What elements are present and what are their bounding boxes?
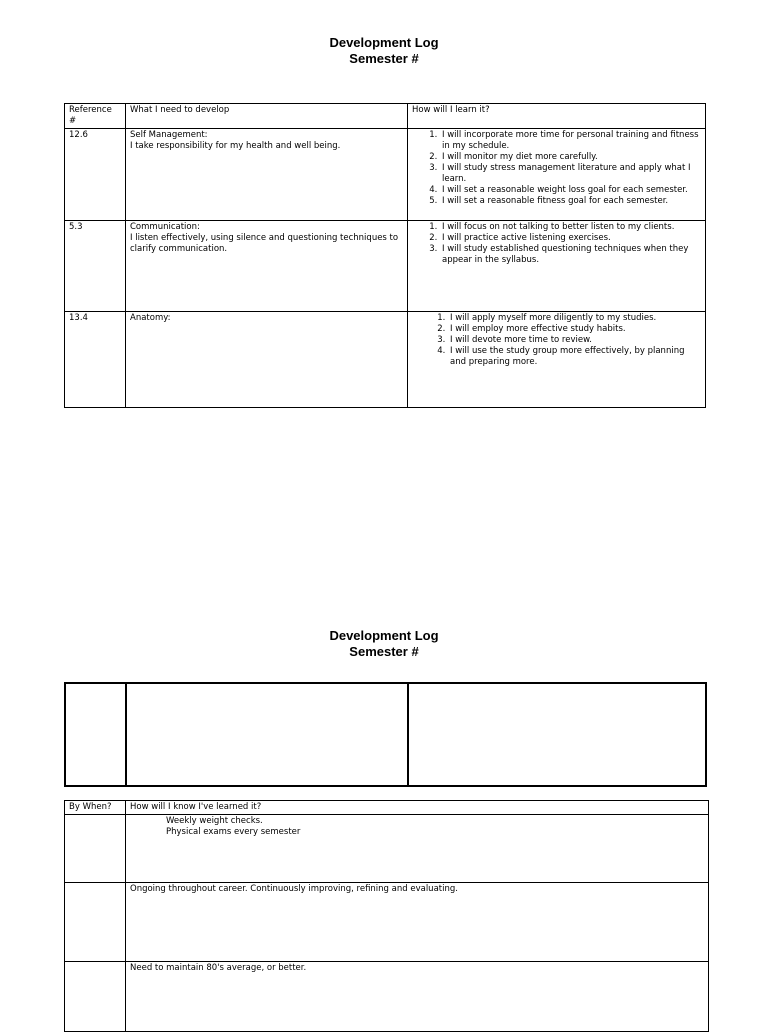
- list-item: 2. I will monitor my diet more carefully.: [440, 152, 701, 163]
- header-reference: Reference #: [65, 104, 126, 129]
- how-list: [420, 313, 701, 368]
- empty-cell: [126, 683, 408, 786]
- list-item: 1. I will focus on not talking to better listen to my clients.: [440, 222, 701, 233]
- table-row: [65, 883, 709, 962]
- table-row: [65, 129, 706, 221]
- table-header-row: [65, 104, 706, 129]
- by-when-cell: [65, 962, 126, 1032]
- ref-cell: 5.3: [65, 221, 126, 312]
- table-row: [65, 815, 709, 883]
- list-item: 5. I will set a reasonable fitness goal for each semester.: [440, 196, 701, 207]
- ref-cell: 12.6: [65, 129, 126, 221]
- table-row: [65, 683, 706, 786]
- table-row: [65, 962, 709, 1032]
- empty-cell: [65, 683, 126, 786]
- develop-cell: [126, 312, 408, 408]
- how-know-cell: [126, 815, 709, 883]
- how-cell: [408, 129, 706, 221]
- empty-cell: [408, 683, 706, 786]
- list-item: 1. I will incorporate more time for personal training and fitness in my schedule.: [440, 130, 701, 152]
- table-row: [65, 221, 706, 312]
- how-cell: [408, 312, 706, 408]
- how-cell: [408, 221, 706, 312]
- page-title: Development Log: [329, 35, 439, 50]
- empty-log-table: [64, 682, 707, 787]
- how-know-line: Ongoing throughout career. Continuously improving, refining and evaluating.: [130, 884, 458, 894]
- how-list: [412, 222, 701, 266]
- development-log-table: [64, 103, 706, 408]
- table-header-row: [65, 801, 709, 815]
- header-by-when: By When?: [65, 801, 126, 815]
- header-how: How will I learn it?: [408, 104, 706, 129]
- how-know-cell: [126, 883, 709, 962]
- develop-text: I listen effectively, using silence and questioning techniques to clarify communication.: [130, 233, 399, 254]
- how-know-line: Physical exams every semester: [166, 827, 301, 837]
- page-title: Development Log: [329, 628, 439, 643]
- how-list: [412, 130, 701, 207]
- list-item: 4. I will use the study group more effectively, by planning and preparing more.: [448, 346, 701, 368]
- develop-title: Anatomy:: [130, 313, 171, 323]
- by-when-cell: [65, 883, 126, 962]
- develop-title: Communication:: [130, 222, 200, 232]
- by-when-table: [64, 800, 709, 1032]
- list-item: 3. I will devote more time to review.: [448, 335, 701, 346]
- by-when-cell: [65, 815, 126, 883]
- list-item: 2. I will employ more effective study habits.: [448, 324, 701, 335]
- develop-text: I take responsibility for my health and well being.: [130, 141, 341, 151]
- page-subtitle: Semester #: [349, 51, 419, 66]
- develop-title: Self Management:: [130, 130, 208, 140]
- table-row: [65, 312, 706, 408]
- ref-cell: 13.4: [65, 312, 126, 408]
- list-item: 4. I will set a reasonable weight loss goal for each semester.: [440, 185, 701, 196]
- list-item: 3. I will study stress management literature and apply what I learn.: [440, 163, 701, 185]
- how-know-cell: [126, 962, 709, 1032]
- list-item: 1. I will apply myself more diligently to my studies.: [448, 313, 701, 324]
- list-item: 2. I will practice active listening exercises.: [440, 233, 701, 244]
- header-develop: What I need to develop: [126, 104, 408, 129]
- list-item: 3. I will study established questioning techniques when they appear in the syllabus.: [440, 244, 701, 266]
- how-know-line: Weekly weight checks.: [166, 816, 263, 826]
- page-subtitle: Semester #: [349, 644, 419, 659]
- header-how-know: How will I know I've learned it?: [126, 801, 709, 815]
- develop-cell: [126, 129, 408, 221]
- how-know-line: Need to maintain 80's average, or better.: [130, 963, 307, 973]
- develop-cell: [126, 221, 408, 312]
